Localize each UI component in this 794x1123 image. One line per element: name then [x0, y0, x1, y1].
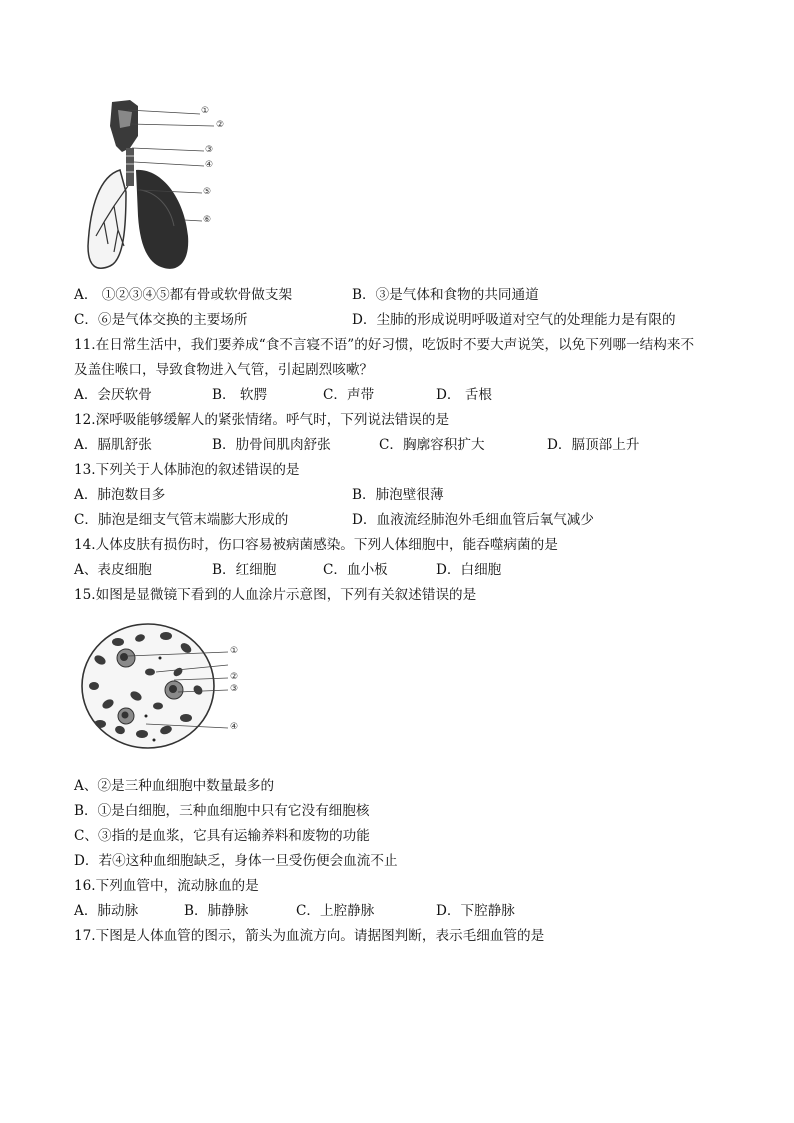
q13-option-d[interactable]: D．血液流经肺泡外毛细血管后氧气减少	[352, 512, 594, 528]
q14-stem: 14.人体皮肤有损伤时，伤口容易被病菌感染。下列人体细胞中，能吞噬病菌的是	[74, 537, 558, 553]
smear-label-1: ①	[230, 646, 239, 656]
q17-stem: 17.下图是人体血管的图示，箭头为血流方向。请据图判断，表示毛细血管的是	[74, 928, 545, 944]
q12-option-b[interactable]: B．肋骨间肌肉舒张	[212, 437, 331, 453]
q16-option-b[interactable]: B．肺静脉	[184, 903, 249, 919]
q15-option-d[interactable]: D．若④这种血细胞缺乏，身体一旦受伤便会血流不止	[74, 853, 398, 869]
respiratory-system-figure	[80, 96, 240, 274]
figure-label-3: ③	[205, 145, 214, 155]
q15-option-a[interactable]: A、②是三种血细胞中数量最多的	[74, 778, 275, 794]
q15-option-b[interactable]: B．①是白细胞，三种血细胞中只有它没有细胞核	[74, 803, 370, 819]
smear-label-4: ④	[230, 722, 239, 732]
q13-option-c[interactable]: C．肺泡是细支气管末端膨大形成的	[74, 512, 289, 528]
figure-label-5: ⑤	[203, 187, 212, 197]
smear-label-2: ②	[230, 672, 239, 682]
q10-option-c[interactable]: C．⑥是气体交换的主要场所	[74, 312, 248, 328]
q12-option-c[interactable]: C．胸廓容积扩大	[379, 437, 485, 453]
q14-option-a[interactable]: A、表皮细胞	[74, 562, 152, 578]
figure-label-2: ②	[216, 120, 225, 130]
figure-label-4: ④	[205, 160, 214, 170]
smear-label-3: ③	[230, 684, 239, 694]
q11-option-b[interactable]: B． 软腭	[212, 387, 268, 403]
q16-option-d[interactable]: D．下腔静脉	[436, 903, 515, 919]
q11-option-c[interactable]: C．声带	[323, 387, 375, 403]
q15-option-c[interactable]: C、③指的是血浆，它具有运输养料和废物的功能	[74, 828, 370, 844]
q10-option-a[interactable]: A． ①②③④⑤都有骨或软骨做支架	[74, 287, 293, 303]
figure-label-1: ①	[201, 106, 210, 116]
figure-label-6: ⑥	[203, 215, 212, 225]
q13-option-b[interactable]: B．肺泡壁很薄	[352, 487, 444, 503]
q10-option-d[interactable]: D．尘肺的形成说明呼吸道对空气的处理能力是有限的	[352, 312, 676, 328]
q16-option-a[interactable]: A．肺动脉	[74, 903, 139, 919]
q16-option-c[interactable]: C．上腔静脉	[296, 903, 375, 919]
q10-option-b[interactable]: B．③是气体和食物的共同通道	[352, 287, 539, 303]
q11-option-a[interactable]: A．会厌软骨	[74, 387, 152, 403]
q13-stem: 13.下列关于人体肺泡的叙述错误的是	[74, 462, 300, 478]
q15-stem: 15.如图是显微镜下看到的人血涂片示意图，下列有关叙述错误的是	[74, 587, 477, 603]
q14-option-b[interactable]: B．红细胞	[212, 562, 277, 578]
q11-stem-line-2: 及盖住喉口，导致食物进入气管，引起剧烈咳嗽？	[74, 362, 374, 378]
q12-option-a[interactable]: A．膈肌舒张	[74, 437, 152, 453]
q14-option-d[interactable]: D．白细胞	[436, 562, 502, 578]
q16-stem: 16.下列血管中，流动脉血的是	[74, 878, 259, 894]
q14-option-c[interactable]: C．血小板	[323, 562, 388, 578]
q12-stem: 12.深呼吸能够缓解人的紧张情绪。呼气时，下列说法错误的是	[74, 412, 450, 428]
q13-option-a[interactable]: A．肺泡数目多	[74, 487, 166, 503]
q11-option-d[interactable]: D． 舌根	[436, 387, 493, 403]
q11-stem-line-1: 11.在日常生活中，我们要养成“食不言寝不语”的好习惯，吃饭时不要大声说笑，以免下列哪一结构来不	[74, 337, 695, 353]
blood-smear-figure	[78, 620, 248, 752]
blood-smear-drawing	[78, 620, 248, 752]
q12-option-d[interactable]: D．膈顶部上升	[547, 437, 640, 453]
